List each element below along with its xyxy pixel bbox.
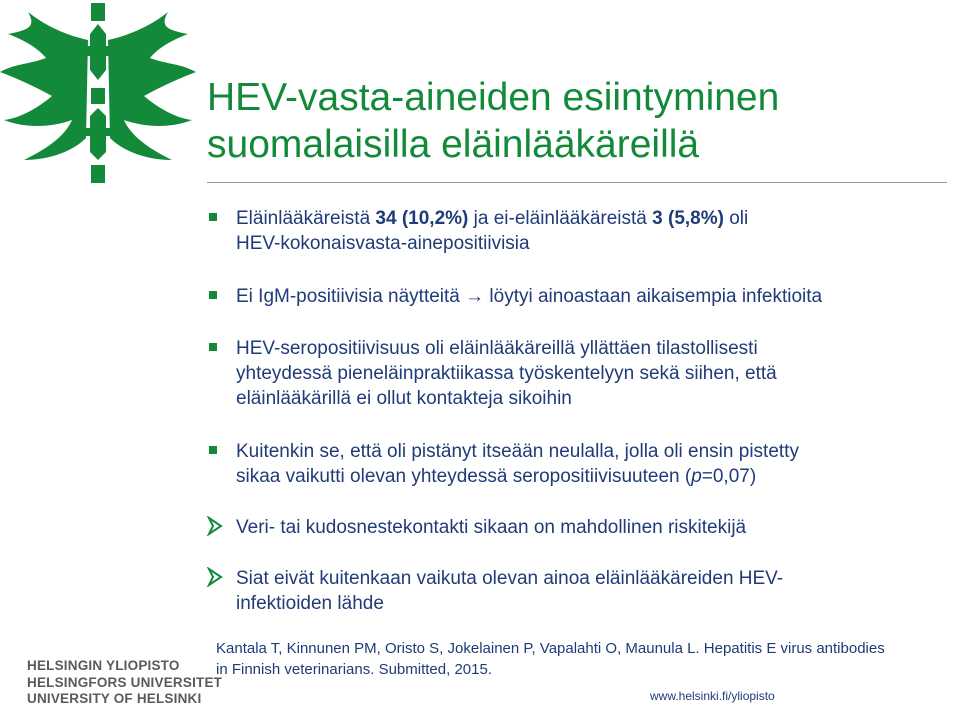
bullet-text: Ei IgM-positiivisia näytteitä → löytyi ainoastaan aikaisempia infektioita	[236, 286, 823, 307]
bullet-item	[207, 206, 957, 256]
bullet-item	[207, 284, 957, 309]
bullet-text-part: oli HEV-kokonaisvasta-ainepositiivisia	[236, 208, 749, 254]
slide-title-line-1: HEV-vasta-aineiden esiintyminen	[207, 76, 780, 119]
bullet-text: Veri- tai kudosnestekontakti sikaan on mahdollinen riskitekijä	[236, 517, 747, 538]
bullet-bold-value: 3 (5,8%)	[652, 208, 724, 229]
bullet-text-part: Kuitenkin se, että oli pistänyt itseään neulalla, jolla oli ensin pistetty sikaa vaikutti olevan yhteydessä seropositiivisuuteen (	[236, 441, 799, 487]
slide-title-line-2: suomalaisilla eläinlääkäreillä	[207, 123, 700, 166]
bullet-text-part: =0,07)	[701, 466, 757, 487]
bullet-text	[236, 206, 957, 256]
arrowhead-bullet-icon	[207, 567, 223, 587]
bullet-text-part: ja ei-eläinlääkäreistä	[468, 208, 653, 229]
title-divider	[207, 182, 947, 183]
bullet-text	[236, 439, 957, 489]
university-name-english: UNIVERSITY OF HELSINKI	[27, 691, 202, 706]
citation-reference: Kantala T, Kinnunen PM, Oristo S, Jokelainen P, Vapalahti O, Maunula L. Hepatitis E virus antibodies in Finnish veterinarians. Submitted, 2015.	[216, 640, 885, 678]
university-flame-logo-icon	[0, 0, 205, 195]
square-bullet-icon	[209, 291, 217, 299]
slide-title	[207, 74, 779, 168]
p-value-symbol: p	[691, 466, 702, 487]
university-name-swedish: HELSINGFORS UNIVERSITET	[27, 674, 223, 690]
bullet-text: Siat eivät kuitenkaan vaikuta olevan ainoa eläinlääkäreiden HEV- infektioiden lähde	[236, 568, 784, 614]
bullet-text: HEV-seropositiivisuus oli eläinlääkäreillä yllättäen tilastollisesti yhteydessä pieneläinpraktiikassa työskentelyyn sekä siihen, että eläinlääkärillä ei ollut kontakteja sikoihin	[236, 338, 777, 409]
square-bullet-icon	[209, 446, 217, 454]
bullet-item	[207, 439, 957, 489]
university-name-finnish: HELSINGIN YLIOPISTO	[27, 658, 180, 673]
arrowhead-bullet-icon	[207, 516, 223, 536]
bullet-item	[207, 336, 957, 411]
website-link[interactable]: www.helsinki.fi/yliopisto	[650, 689, 775, 703]
bullet-item	[207, 566, 957, 616]
square-bullet-icon	[209, 343, 217, 351]
bullet-item	[207, 515, 957, 540]
bullet-text-part: Eläinlääkäreistä	[236, 208, 376, 229]
university-name-block	[27, 658, 222, 708]
square-bullet-icon	[209, 213, 217, 221]
bullet-bold-value: 34 (10,2%)	[375, 208, 469, 229]
